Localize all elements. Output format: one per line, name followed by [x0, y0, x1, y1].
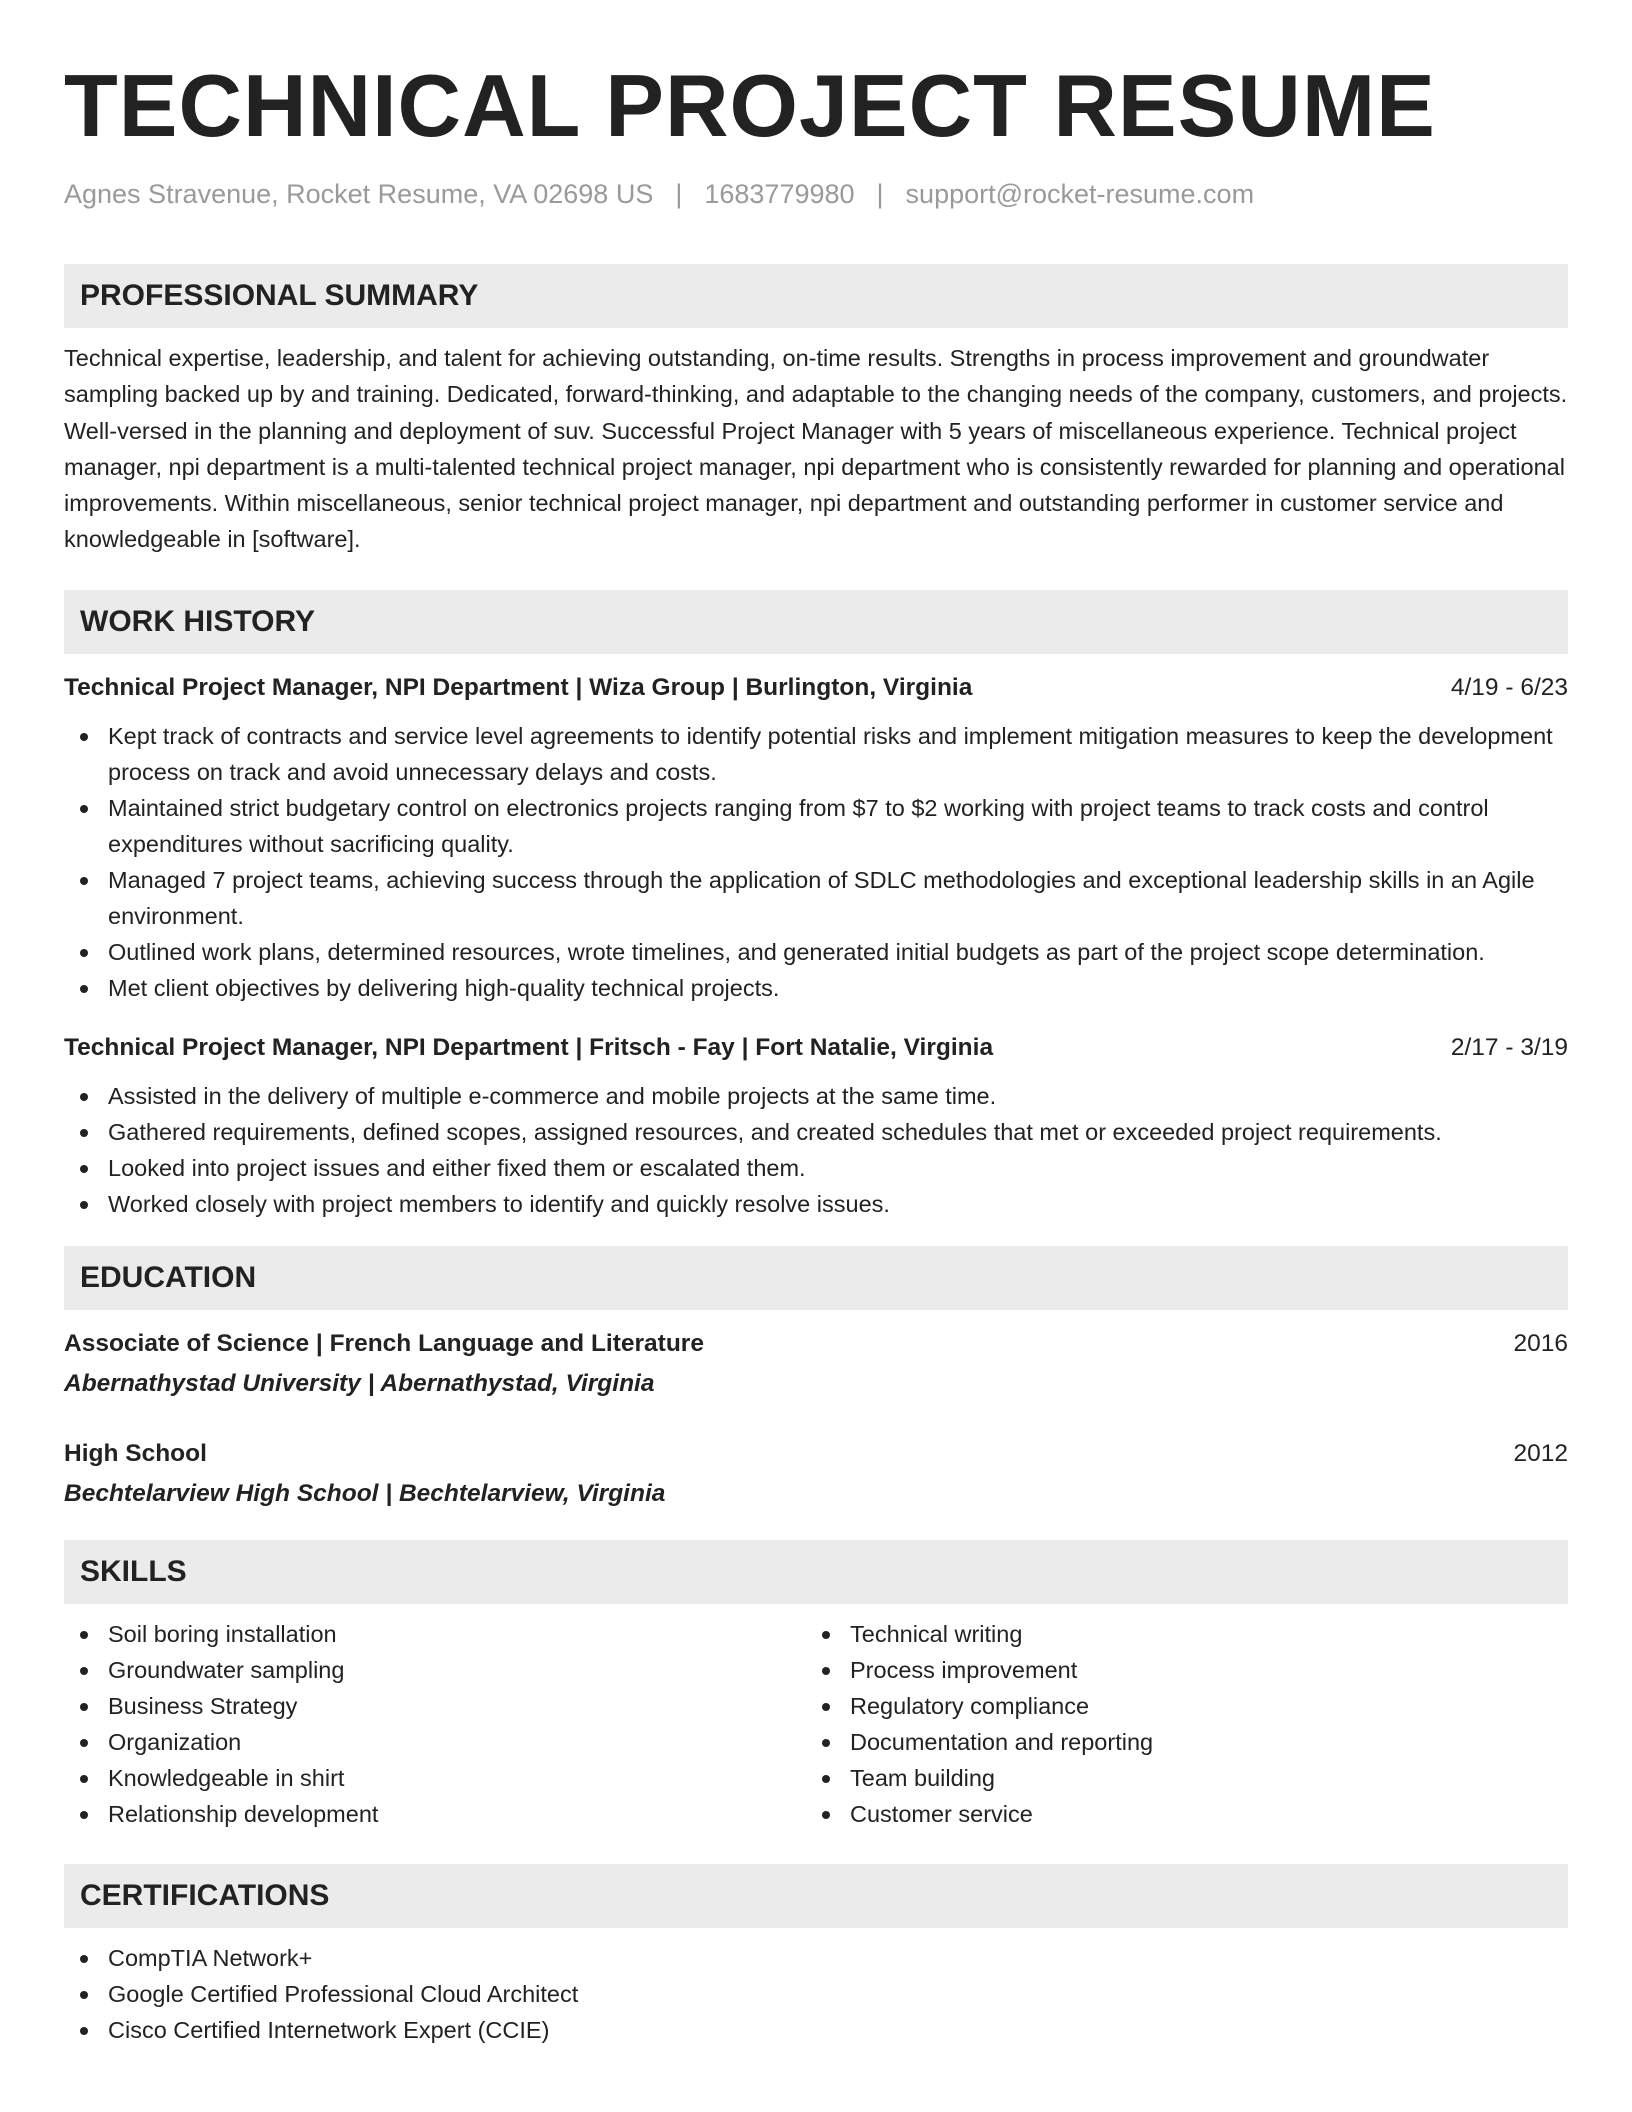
section-heading-certifications: CERTIFICATIONS — [64, 1864, 1568, 1928]
list-item: Looked into project issues and either fixed them or escalated them. — [64, 1150, 1568, 1186]
list-item: Maintained strict budgetary control on electronics projects ranging from $7 to $2 working with project teams to track costs and control expenditures without sacrificing quality. — [64, 790, 1568, 862]
skill-item: Relationship development — [64, 1796, 806, 1832]
skills-column-right — [806, 1616, 1548, 1832]
skill-item: Technical writing — [806, 1616, 1548, 1652]
job-entry — [64, 1030, 1568, 1222]
section-heading-skills: SKILLS — [64, 1540, 1568, 1604]
job-header — [64, 670, 1568, 706]
resume-title: TECHNICAL PROJECT RESUME — [64, 56, 1436, 155]
skills-list — [806, 1616, 1548, 1832]
skills-list — [64, 1616, 806, 1832]
job-title: Technical Project Manager, NPI Department | Wiza Group | Burlington, Virginia — [64, 673, 973, 701]
list-item: Assisted in the delivery of multiple e-commerce and mobile projects at the same time. — [64, 1078, 1568, 1114]
education-entry — [64, 1436, 1568, 1512]
skill-item: Knowledgeable in shirt — [64, 1760, 806, 1796]
summary-text: Technical expertise, leadership, and talent for achieving outstanding, on-time results. Strengths in process improvement and groundwater sampling backed up by and training. Dedicated, forward-thinking, and adaptable to the changing needs of the company, customers, and projects. Well-versed in the planning and deployment of suv. Successful Project Manager with 5 years of miscellaneous experience. Technical project manager, npi department is a multi-talented technical project manager, npi department who is consistently rewarded for planning and operational improvements. Within miscellaneous, senior technical project manager, npi department and outstanding performer in customer service and knowledgeable in [software]. — [64, 345, 1568, 553]
list-item: Gathered requirements, defined scopes, assigned resources, and created schedules that met or exceeded project requirements. — [64, 1114, 1568, 1150]
skill-item: Soil boring installation — [64, 1616, 806, 1652]
education-year: 2012 — [1513, 1439, 1568, 1467]
contact-email: support@rocket-resume.com — [905, 179, 1255, 209]
skills-columns — [64, 1616, 1568, 1832]
skill-item: Business Strategy — [64, 1688, 806, 1724]
certifications-list — [64, 1940, 1568, 2048]
education-header — [64, 1436, 1568, 1472]
section-heading-summary: PROFESSIONAL SUMMARY — [64, 264, 1568, 328]
section-heading-work-history: WORK HISTORY — [64, 590, 1568, 654]
contact-separator: | — [876, 179, 884, 209]
list-item: Met client objectives by delivering high-quality technical projects. — [64, 970, 1568, 1006]
skill-item: Process improvement — [806, 1652, 1548, 1688]
list-item: Worked closely with project members to identify and quickly resolve issues. — [64, 1186, 1568, 1222]
contact-line — [64, 176, 1568, 212]
education-header — [64, 1326, 1568, 1362]
job-dates: 4/19 - 6/23 — [1450, 673, 1568, 701]
job-entry — [64, 670, 1568, 1006]
job-title: Technical Project Manager, NPI Department | Fritsch - Fay | Fort Natalie, Virginia — [64, 1033, 994, 1061]
education-year: 2016 — [1513, 1329, 1568, 1357]
contact-separator: | — [675, 179, 683, 209]
certification-item: CompTIA Network+ — [64, 1940, 1568, 1976]
contact-address: Agnes Stravenue, Rocket Resume, VA 02698 US — [64, 179, 654, 209]
job-header — [64, 1030, 1568, 1066]
list-item: Kept track of contracts and service level agreements to identify potential risks and implement mitigation measures to keep the development process on track and avoid unnecessary delays and costs. — [64, 718, 1568, 790]
section-heading-education: EDUCATION — [64, 1246, 1568, 1310]
education-school: Bechtelarview High School | Bechtelarview, Virginia — [64, 1479, 666, 1507]
certification-item: Cisco Certified Internetwork Expert (CCIE) — [64, 2012, 1568, 2048]
skills-column-left — [64, 1616, 806, 1832]
job-bullet-list — [64, 1078, 1568, 1222]
education-school: Abernathystad University | Abernathystad, Virginia — [64, 1369, 655, 1397]
skill-item: Organization — [64, 1724, 806, 1760]
skill-item: Regulatory compliance — [806, 1688, 1548, 1724]
skill-item: Groundwater sampling — [64, 1652, 806, 1688]
resume-page — [64, 56, 1568, 2048]
education-entry — [64, 1326, 1568, 1402]
skill-item: Customer service — [806, 1796, 1548, 1832]
skill-item: Team building — [806, 1760, 1548, 1796]
job-dates: 2/17 - 3/19 — [1450, 1033, 1568, 1061]
job-bullet-list — [64, 718, 1568, 1006]
certification-item: Google Certified Professional Cloud Architect — [64, 1976, 1568, 2012]
contact-phone: 1683779980 — [704, 179, 855, 209]
list-item: Managed 7 project teams, achieving success through the application of SDLC methodologies and exceptional leadership skills in an Agile environment. — [64, 862, 1568, 934]
education-degree: Associate of Science | French Language and Literature — [64, 1329, 704, 1357]
education-degree: High School — [64, 1439, 207, 1467]
list-item: Outlined work plans, determined resources, wrote timelines, and generated initial budgets as part of the project scope determination. — [64, 934, 1568, 970]
skill-item: Documentation and reporting — [806, 1724, 1548, 1760]
